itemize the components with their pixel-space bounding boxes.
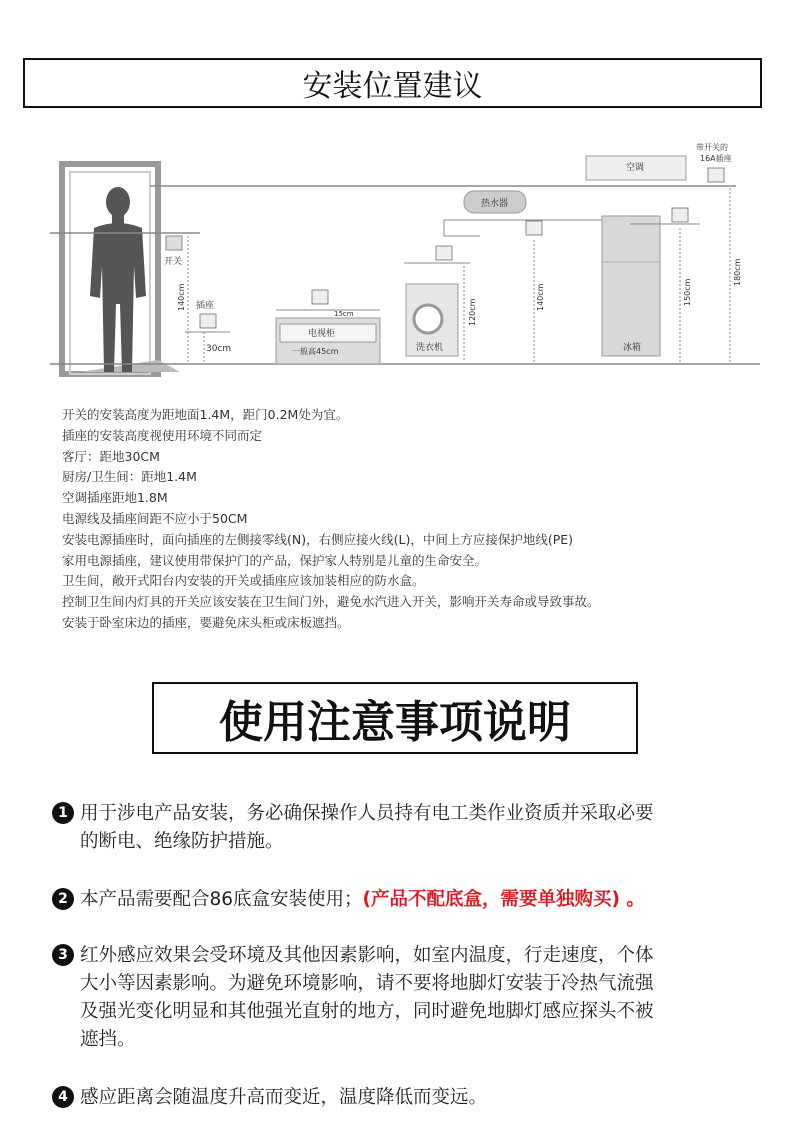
socket-icon <box>436 246 452 260</box>
tip-line: 电源线及插座间距不应小于50CM <box>62 510 248 526</box>
note-item <box>52 886 742 914</box>
heater-label: 热水器 <box>481 199 509 209</box>
socket-icon <box>672 208 688 222</box>
install-height-diagram <box>40 136 760 386</box>
note-warning-text: (产品不配底盒，需要单独购买) 。 <box>362 889 645 910</box>
tip-line: 客厅：距地30CM <box>62 448 160 464</box>
fridge <box>602 208 700 362</box>
socket-icon <box>312 290 328 304</box>
tip-line: 家用电源插座，建议使用带保护门的产品，保护家人特别是儿童的生命安全。 <box>62 552 488 568</box>
socket-label: 插座 <box>196 301 215 311</box>
tip-line: 开关的安装高度为距地面1.4M，距门0.2M处为宜。 <box>62 407 349 422</box>
tv-cabinet-label: 电视柜 <box>308 329 336 339</box>
ac-socket-label-2: 16A插座 <box>700 154 732 163</box>
note-item <box>52 942 742 1054</box>
switch-icon <box>166 236 182 250</box>
section-title-text: 使用注意事项说明 <box>219 697 571 748</box>
tv-height-label: 一般高45cm <box>292 347 339 356</box>
note-text: 感应距离会随温度升高而变近，温度降低而变远。 <box>80 1087 488 1108</box>
note-text: 红外感应效果会受环境及其他因素影响，如室内温度，行走速度，个体 <box>80 945 654 966</box>
person-silhouette <box>90 187 146 372</box>
socket-icon <box>200 314 216 328</box>
height-30: 30cm <box>206 344 232 354</box>
tip-line: 控制卫生间内灯具的开关应该安装在卫生间门外，避免水汽进入开关，影响开关寿命或导致事故。 <box>62 594 600 610</box>
socket-icon <box>526 221 542 235</box>
note-number-badge: 3 <box>52 944 74 966</box>
tip-line: 插座的安装高度视使用环境不同而定 <box>62 427 263 443</box>
height-15: 15cm <box>334 310 354 318</box>
height-120: 120cm <box>468 298 477 326</box>
tip-line: 空调插座距地1.8M <box>62 490 168 506</box>
note-text: 的断电、绝缘防护措施。 <box>80 831 284 852</box>
section-title-usage-notes <box>152 682 638 754</box>
note-text: 及强光变化明显和其他强光直射的地方，同时避免地脚灯感应探头不被 <box>80 1001 654 1022</box>
switch-label: 开关 <box>164 257 183 267</box>
note-number-badge: 2 <box>52 888 74 910</box>
tip-line: 卫生间，敞开式阳台内安装的开关或插座应该加装相应的防水盒。 <box>62 573 425 589</box>
height-180: 180cm <box>733 258 742 286</box>
section-title-install-position <box>23 58 762 108</box>
note-text: 遮挡。 <box>80 1029 136 1050</box>
note-number-badge: 1 <box>52 802 74 824</box>
ac-label: 空调 <box>626 163 645 173</box>
washer-label: 洗衣机 <box>416 343 444 353</box>
washing-machine <box>404 246 477 362</box>
tip-line: 安装于卧室床边的插座，要避免床头柜或床板遮挡。 <box>62 614 350 630</box>
section-title-text: 安装位置建议 <box>302 69 483 104</box>
tip-line: 安装电源插座时，面向插座的左侧接零线(N)，右侧应接火线(L)，中间上方应接保护地线(PE) <box>62 531 574 547</box>
fridge-label: 冰箱 <box>623 343 642 353</box>
tip-line: 厨房/卫生间：距地1.4M <box>62 469 197 485</box>
tv-cabinet <box>276 290 380 364</box>
note-text: 本产品需要配合86底盒安装使用； <box>80 889 363 910</box>
height-140-heater: 140cm <box>536 283 545 311</box>
install-tips <box>62 405 600 634</box>
height-140-switch: 140cm <box>177 283 186 311</box>
height-150: 150cm <box>683 278 692 306</box>
note-text: 大小等因素影响。为避免环境影响，请不要将地脚灯安装于冷热气流强 <box>80 973 654 994</box>
note-text: 用于涉电产品安装，务必确保操作人员持有电工类作业资质并采取必要 <box>80 803 654 824</box>
note-number-badge: 4 <box>52 1086 74 1108</box>
water-heater <box>444 191 620 362</box>
ac-socket-label-1: 带开关的 <box>696 143 728 152</box>
note-item <box>52 800 742 856</box>
note-item <box>52 1084 742 1112</box>
socket-icon <box>708 168 724 182</box>
